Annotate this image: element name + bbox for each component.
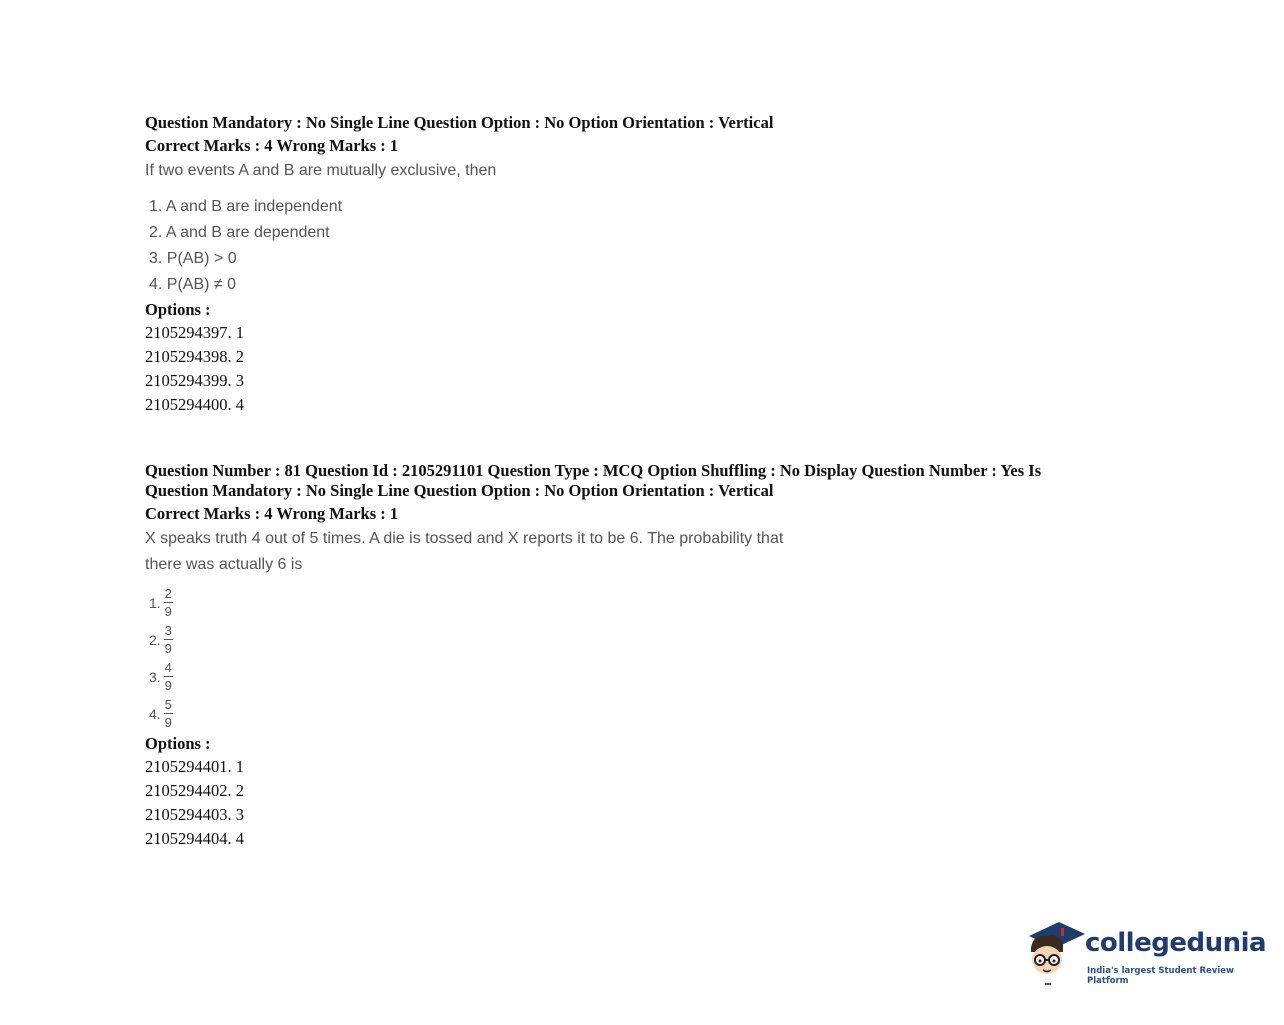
options-label: Options : bbox=[145, 734, 211, 753]
mascot-icon bbox=[1025, 918, 1087, 990]
choice-item bbox=[149, 658, 1145, 695]
fraction-numerator: 4 bbox=[164, 660, 172, 675]
question-stem-line: there was actually 6 is bbox=[145, 556, 303, 573]
question-stem-line: X speaks truth 4 out of 5 times. A die is tossed and X reports it to be 6. The probability that bbox=[145, 530, 784, 547]
choice-list bbox=[149, 194, 1145, 298]
collegedunia-logo bbox=[1025, 918, 1267, 990]
choice-list bbox=[149, 584, 1145, 732]
option-id: 2105294399. 3 bbox=[145, 371, 244, 390]
fraction-bar bbox=[164, 676, 173, 677]
choice-number: 2. bbox=[149, 631, 161, 648]
question-meta-line: Question Mandatory : No Single Line Question Option : No Option Orientation : Vertical bbox=[145, 113, 774, 132]
fraction bbox=[164, 624, 173, 655]
choice-item: 1. A and B are independent bbox=[149, 198, 343, 215]
question-block-1 bbox=[145, 113, 1145, 417]
choice-number: 1. bbox=[149, 594, 161, 611]
fraction-numerator: 5 bbox=[164, 697, 172, 712]
choice-number: 3. bbox=[149, 668, 161, 685]
question-stem: If two events A and B are mutually exclusive, then bbox=[145, 162, 497, 179]
option-id: 2105294397. 1 bbox=[145, 323, 244, 342]
fraction-bar bbox=[164, 639, 173, 640]
fraction-numerator: 2 bbox=[164, 586, 172, 601]
question-meta-line: Question Number : 81 Question Id : 2105291101 Question Type : MCQ Option Shuffling : No Display Question Number : Yes Is bbox=[145, 461, 1042, 480]
fraction bbox=[164, 661, 173, 692]
choice-item bbox=[149, 621, 1145, 658]
fraction-denominator: 9 bbox=[164, 641, 172, 656]
fraction-bar bbox=[164, 713, 173, 714]
fraction-denominator: 9 bbox=[164, 604, 172, 619]
option-id: 2105294398. 2 bbox=[145, 347, 244, 366]
fraction-bar bbox=[164, 602, 173, 603]
fraction-denominator: 9 bbox=[164, 678, 172, 693]
option-id: 2105294400. 4 bbox=[145, 395, 244, 414]
question-block-2 bbox=[145, 461, 1145, 851]
option-id: 2105294402. 2 bbox=[145, 781, 244, 800]
question-meta-line: Question Mandatory : No Single Line Question Option : No Option Orientation : Vertical bbox=[145, 481, 774, 500]
choice-item: 2. A and B are dependent bbox=[149, 224, 330, 241]
option-id: 2105294403. 3 bbox=[145, 805, 244, 824]
logo-wordmark: collegedunia bbox=[1085, 928, 1267, 958]
option-id: 2105294404. 4 bbox=[145, 829, 244, 848]
question-marks-line: Correct Marks : 4 Wrong Marks : 1 bbox=[145, 136, 399, 155]
fraction-denominator: 9 bbox=[164, 715, 172, 730]
choice-item bbox=[149, 695, 1145, 732]
choice-item: 4. P(AB) ≠ 0 bbox=[149, 276, 237, 293]
choice-item: 3. P(AB) > 0 bbox=[149, 250, 237, 267]
logo-tagline: India's largest Student Review Platform bbox=[1087, 966, 1234, 986]
choice-item bbox=[149, 584, 1145, 621]
options-label: Options : bbox=[145, 300, 211, 319]
fraction bbox=[164, 698, 173, 729]
option-id: 2105294401. 1 bbox=[145, 757, 244, 776]
fraction bbox=[164, 587, 173, 618]
choice-number: 4. bbox=[149, 705, 161, 722]
fraction-numerator: 3 bbox=[164, 623, 172, 638]
question-marks-line: Correct Marks : 4 Wrong Marks : 1 bbox=[145, 504, 399, 523]
